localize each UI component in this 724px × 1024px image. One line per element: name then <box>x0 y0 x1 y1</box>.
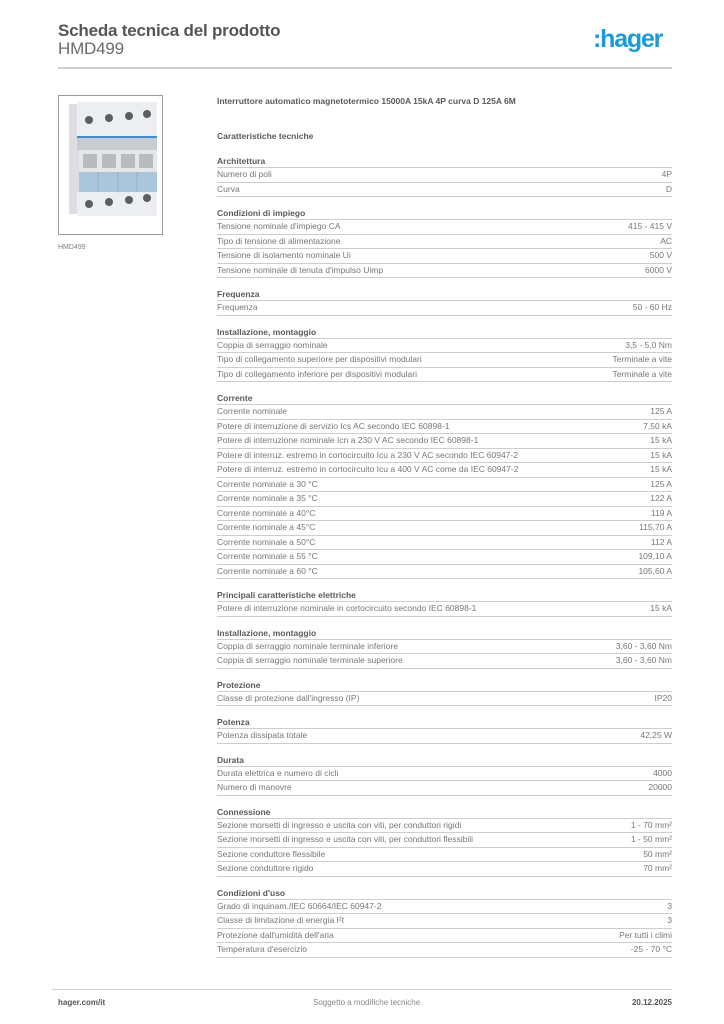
spec-value: 122 A <box>650 493 672 503</box>
spec-label: Grado di inquinam./IEC 60664/IEC 60947-2 <box>217 900 382 911</box>
spec-section <box>217 326 672 383</box>
spec-row <box>217 405 672 420</box>
spec-row <box>217 478 672 493</box>
spec-value: 3,5 - 5,0 Nm <box>625 339 672 350</box>
spec-value: 50 mm² <box>643 848 672 859</box>
spec-section <box>217 887 672 958</box>
spec-label: Potere di interruz. estremo in cortocircuito Icu a 400 V AC come da IEC 60947-2 <box>217 464 519 474</box>
spec-row <box>217 943 672 958</box>
spec-section <box>217 754 672 796</box>
product-code: HMD499 <box>58 39 124 58</box>
spec-row <box>217 449 672 464</box>
spec-value: 15 kA <box>650 603 672 613</box>
footer-date: 20.12.2025 <box>631 998 672 1007</box>
spec-row <box>217 220 672 235</box>
specs-table <box>217 155 672 968</box>
spec-label: Potere di interruzione nominale in cortocircuito secondo IEC 60898-1 <box>217 603 477 613</box>
spec-label: Frequenza <box>217 302 258 312</box>
spec-row <box>217 301 672 316</box>
spec-label: Tensione nominale di tenuta d'impulso Uimp <box>217 264 384 275</box>
spec-value: 15 kA <box>650 464 672 474</box>
spec-row <box>217 692 672 707</box>
spec-label: Sezione morsetti di ingresso e uscita con viti, per conduttori rigidi <box>217 819 462 830</box>
spec-label: Tensione nominale d'impiego CA <box>217 221 341 231</box>
spec-section <box>217 155 672 197</box>
spec-value: 15 kA <box>650 435 672 445</box>
spec-value: 3 <box>667 900 672 911</box>
section-heading: Condizioni di impiego <box>217 207 672 220</box>
spec-label: Curva <box>217 183 240 194</box>
spec-row <box>217 521 672 536</box>
spec-row <box>217 848 672 863</box>
spec-row <box>217 900 672 915</box>
spec-row <box>217 368 672 383</box>
section-heading: Potenza <box>217 716 672 729</box>
spec-value: 3,60 - 3,60 Nm <box>615 640 672 651</box>
spec-value: 6000 V <box>645 264 672 275</box>
spec-row <box>217 550 672 565</box>
header-divider <box>58 67 672 69</box>
spec-value: 125 A <box>650 478 672 489</box>
characteristics-title: Caratteristiche tecniche <box>217 131 314 141</box>
spec-label: Coppia di serraggio nominale <box>217 339 328 350</box>
spec-label: Potere di interruzione nominale Icn a 230 V AC secondo IEC 60898-1 <box>217 435 479 445</box>
section-heading: Installazione, montaggio <box>217 326 672 339</box>
spec-value: 1 - 70 mm² <box>630 819 672 830</box>
spec-value: 7,50 kA <box>643 420 672 431</box>
spec-label: Corrente nominale a 60 °C <box>217 565 318 576</box>
spec-value: 119 A <box>650 507 672 518</box>
spec-value: 50 - 60 Hz <box>632 302 672 312</box>
spec-row <box>217 235 672 250</box>
section-heading: Corrente <box>217 392 672 405</box>
spec-label: Coppia di serraggio nominale terminale inferiore <box>217 640 398 651</box>
spec-label: Corrente nominale <box>217 406 287 416</box>
spec-value: AC <box>660 235 672 246</box>
spec-label: Sezione morsetti di ingresso e uscita con viti, per conduttori flessibili <box>217 834 474 844</box>
spec-section <box>217 627 672 669</box>
spec-label: Corrente nominale a 55 °C <box>217 551 318 561</box>
spec-label: Coppia di serraggio nominale terminale superiore <box>217 655 403 665</box>
spec-row <box>217 781 672 796</box>
spec-value: 42,25 W <box>640 730 672 740</box>
spec-value: 115,70 A <box>639 522 672 532</box>
spec-label: Temperatura d'esercizio <box>217 944 307 954</box>
spec-row <box>217 862 672 877</box>
spec-label: Tipo di tensione di alimentazione <box>217 235 341 246</box>
spec-value: 415 - 415 V <box>628 221 672 231</box>
spec-value: 20000 <box>648 782 672 792</box>
footer-divider <box>52 989 672 990</box>
section-heading: Principali caratteristiche elettriche <box>217 589 672 602</box>
spec-row <box>217 168 672 183</box>
spec-row <box>217 654 672 669</box>
spec-section <box>217 806 672 877</box>
spec-section <box>217 589 672 617</box>
spec-value: Per tutti i climi <box>619 929 672 940</box>
spec-value: 4P <box>661 169 672 179</box>
spec-row <box>217 420 672 435</box>
spec-value: 109,10 A <box>638 551 672 561</box>
section-heading: Connessione <box>217 806 672 819</box>
footer-website: hager.com/it <box>58 998 106 1007</box>
spec-row <box>217 434 672 449</box>
spec-label: Potere di interruzione di servizio Ics AC secondo IEC 60898-1 <box>217 420 450 431</box>
spec-label: Numero di poli <box>217 169 272 179</box>
spec-value: IP20 <box>654 692 672 703</box>
spec-row <box>217 767 672 782</box>
product-description: Interruttore automatico magnetotermico 15000A 15kA 4P curva D 125A 6M <box>217 96 516 106</box>
spec-label: Sezione conduttore flessibile <box>217 848 326 859</box>
spec-row <box>217 819 672 834</box>
spec-value: -25 - 70 °C <box>630 944 672 954</box>
spec-label: Corrente nominale a 40°C <box>217 507 316 518</box>
spec-row <box>217 353 672 368</box>
spec-value: 70 mm² <box>643 863 672 873</box>
spec-section <box>217 288 672 316</box>
section-heading: Durata <box>217 754 672 767</box>
spec-label: Corrente nominale a 35 °C <box>217 493 318 503</box>
spec-row <box>217 565 672 580</box>
spec-label: Classe di protezione dall'ingresso (IP) <box>217 692 360 703</box>
hager-logo: :hager <box>593 25 663 53</box>
spec-label: Durata elettrica e numero di cicli <box>217 767 339 778</box>
section-heading: Frequenza <box>217 288 672 301</box>
spec-row <box>217 339 672 354</box>
spec-section <box>217 679 672 707</box>
spec-value: 4000 <box>653 767 672 778</box>
spec-row <box>217 183 672 198</box>
product-image <box>58 95 163 235</box>
spec-row <box>217 914 672 929</box>
spec-row <box>217 492 672 507</box>
section-heading: Protezione <box>217 679 672 692</box>
spec-value: D <box>665 183 672 194</box>
section-heading: Condizioni d'uso <box>217 887 672 900</box>
spec-value: 125 A <box>650 406 672 416</box>
spec-row <box>217 729 672 744</box>
spec-value: 112 A <box>650 536 672 547</box>
spec-section <box>217 392 672 579</box>
spec-value: Terminale a vite <box>612 354 672 364</box>
spec-row <box>217 507 672 522</box>
spec-label: Potenza dissipata totale <box>217 730 308 740</box>
spec-value: 15 kA <box>650 449 672 460</box>
spec-label: Tipo di collegamento superiore per dispositivi modulari <box>217 354 422 364</box>
spec-label: Numero di manovre <box>217 782 292 792</box>
spec-value: 500 V <box>649 250 672 260</box>
spec-value: Terminale a vite <box>612 368 672 379</box>
circuit-breaker-icon <box>59 96 162 234</box>
spec-section <box>217 207 672 278</box>
spec-value: 3,60 - 3,60 Nm <box>615 655 672 665</box>
spec-label: Corrente nominale a 50°C <box>217 536 316 547</box>
spec-value: 105,60 A <box>638 565 672 576</box>
spec-label: Potere di interruz. estremo in cortocircuito Icu a 230 V AC secondo IEC 60947-2 <box>217 449 518 460</box>
spec-row <box>217 833 672 848</box>
spec-label: Corrente nominale a 45°C <box>217 522 316 532</box>
spec-label: Corrente nominale a 30 °C <box>217 478 318 489</box>
document-title: Scheda tecnica del prodotto <box>58 21 281 40</box>
spec-value: 1 - 50 mm² <box>630 834 672 844</box>
section-heading: Architettura <box>217 155 672 168</box>
spec-row <box>217 602 672 617</box>
spec-label: Protezione dall'umidità dell'aria <box>217 929 334 940</box>
spec-label: Tensione di isolamento nominale Ui <box>217 250 351 260</box>
spec-row <box>217 536 672 551</box>
spec-row <box>217 929 672 944</box>
spec-label: Classe di limitazione di energia I²t <box>217 915 345 925</box>
spec-value: 3 <box>667 915 672 925</box>
spec-section <box>217 716 672 744</box>
spec-row <box>217 463 672 478</box>
spec-row <box>217 264 672 279</box>
spec-row <box>217 249 672 264</box>
footer-notice: Soggetto a modifiche tecniche <box>313 998 421 1007</box>
section-heading: Installazione, montaggio <box>217 627 672 640</box>
spec-row <box>217 640 672 655</box>
product-image-caption: HMD499 <box>58 244 86 251</box>
spec-label: Tipo di collegamento inferiore per dispositivi modulari <box>217 368 418 379</box>
spec-label: Sezione conduttore rigido <box>217 863 314 873</box>
